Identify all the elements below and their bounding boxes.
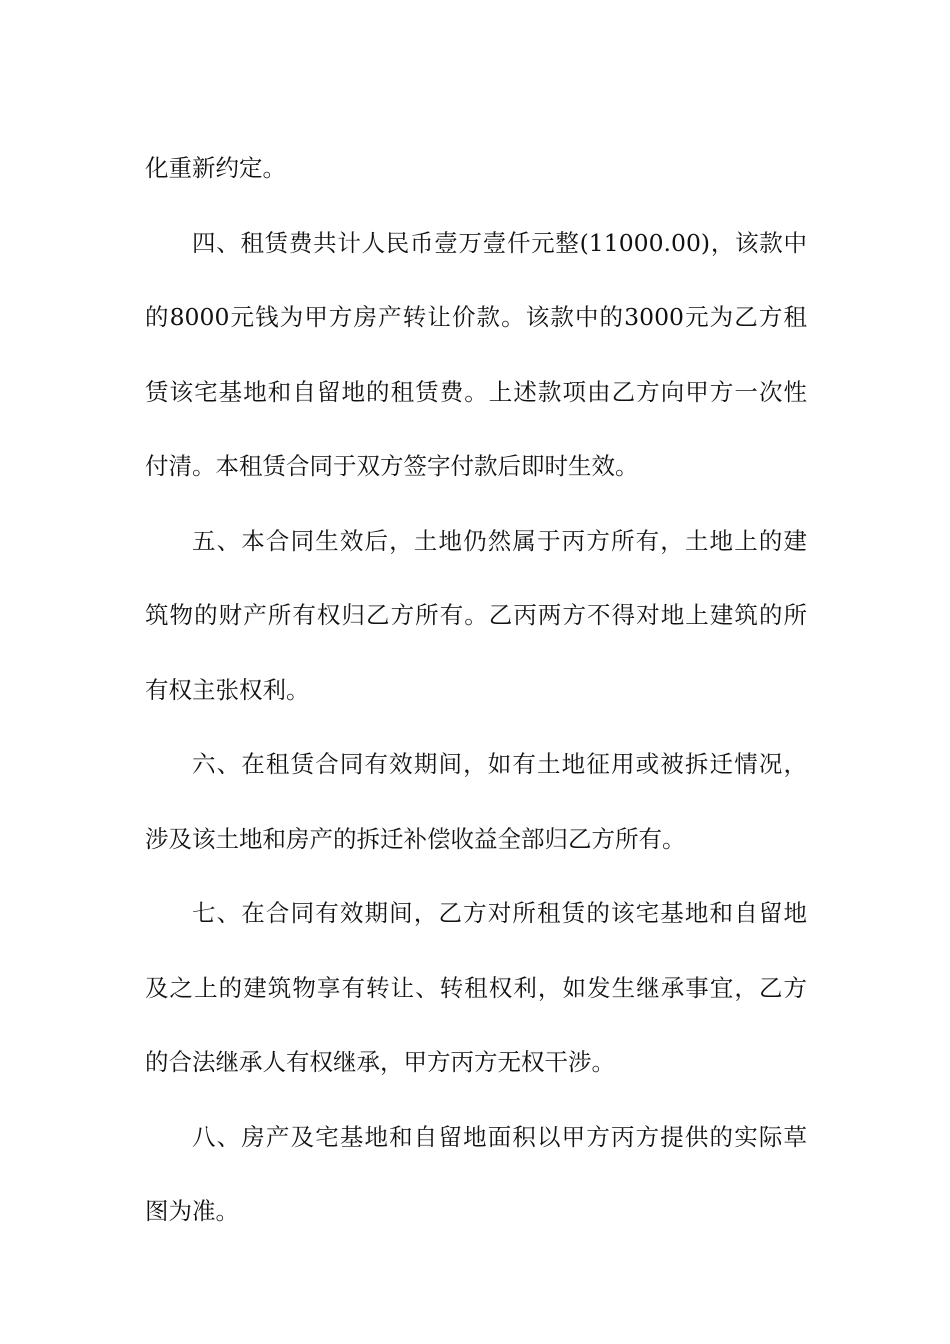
paragraph-clause-4	[145, 206, 807, 504]
paragraph-clause-5	[145, 504, 807, 728]
text-line: 筑物的财产所有权归乙方所有。乙丙两方不得对地上建筑的所	[145, 601, 807, 629]
text-line: 六、在租赁合同有效期间，如有土地征用或被拆迁情况，	[192, 750, 807, 778]
text-line: 涉及该土地和房产的拆迁补偿收益全部归乙方所有。	[145, 824, 686, 853]
text-line: 四、租赁费共计人民币壹万壹仟元整(11000.00)，该款中	[192, 228, 807, 257]
text-line: 付清。本租赁合同于双方签字付款后即时生效。	[145, 452, 639, 480]
paragraph-clause-6	[145, 727, 807, 876]
text-line: 的8000元钱为甲方房产转让价款。该款中的3000元为乙方租	[145, 303, 807, 331]
paragraph-continuation	[145, 131, 807, 206]
paragraph-clause-8	[145, 1100, 807, 1249]
text-line: 化重新约定。	[145, 154, 286, 182]
text-line: 赁该宅基地和自留地的租赁费。上述款项由乙方向甲方一次性	[145, 377, 807, 406]
paragraph-clause-7	[145, 876, 807, 1100]
text-line: 及之上的建筑物享有转让、转租权利，如发生继承事宜，乙方	[145, 973, 807, 1002]
document-body	[145, 131, 807, 1249]
text-line: 图为准。	[145, 1197, 239, 1225]
text-line: 八、房产及宅基地和自留地面积以甲方丙方提供的实际草	[192, 1122, 807, 1151]
text-line: 五、本合同生效后，土地仍然属于丙方所有，土地上的建	[192, 526, 807, 555]
text-line: 的合法继承人有权继承，甲方丙方无权干涉。	[145, 1048, 615, 1076]
text-line: 有权主张权利。	[145, 675, 310, 704]
text-line: 七、在合同有效期间，乙方对所租赁的该宅基地和自留地	[192, 899, 807, 927]
